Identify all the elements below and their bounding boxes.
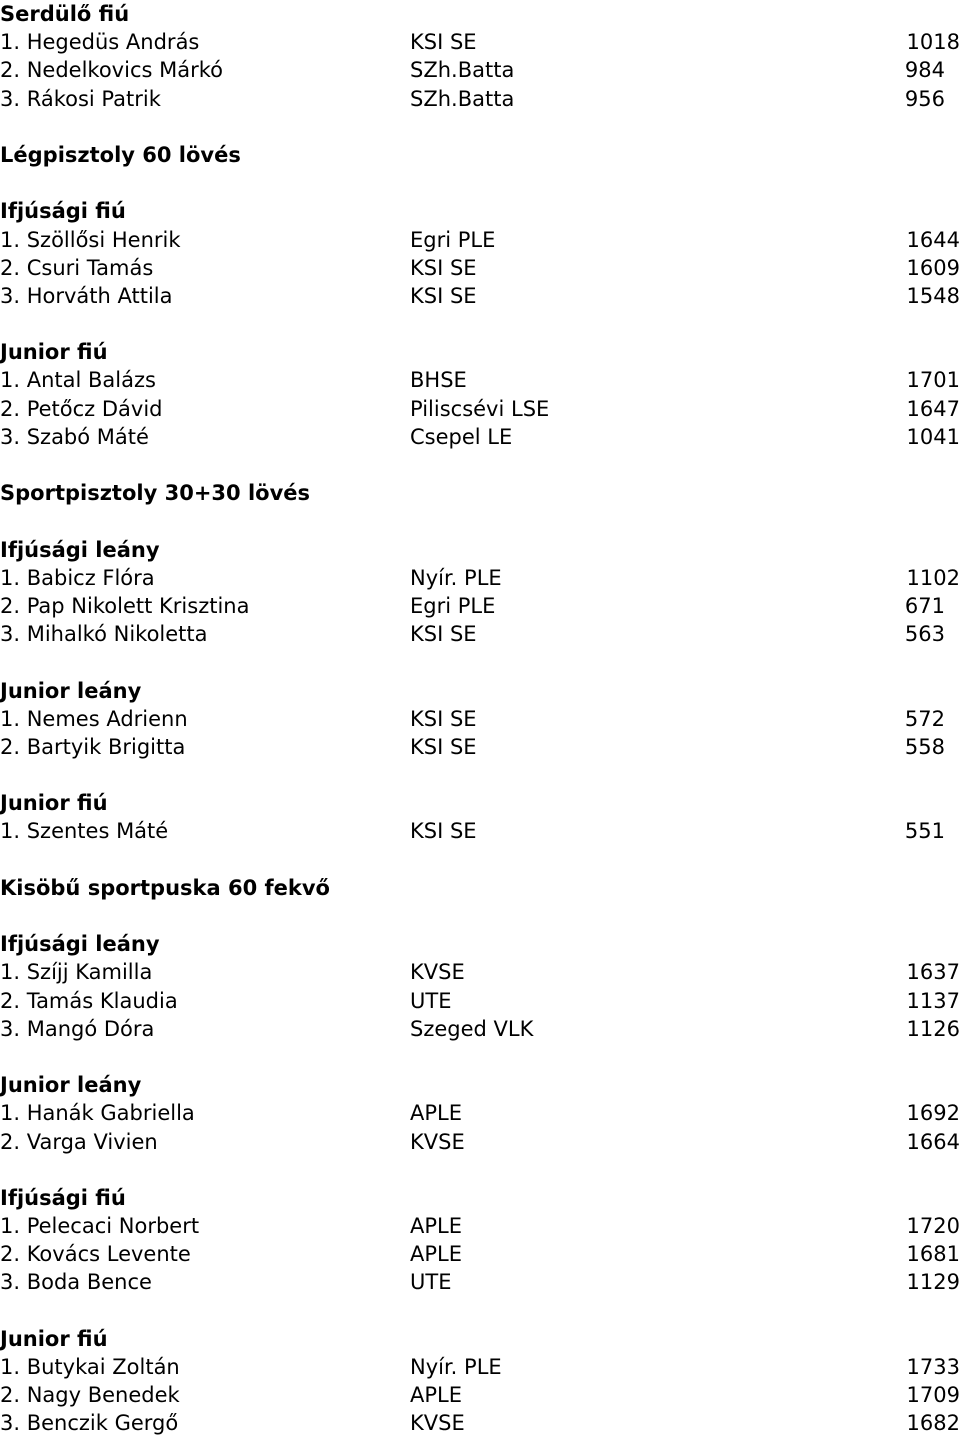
score-value: 1041 [906, 424, 960, 449]
competitor-name: 1. Hegedüs András [0, 30, 200, 55]
score-value: 1681 [906, 1242, 960, 1267]
score-value: 558 [904, 734, 945, 759]
blank-line [0, 113, 960, 141]
club-name: KSI SE [410, 283, 477, 308]
score-value: 1129 [906, 1270, 960, 1295]
club-name: APLE [410, 1242, 462, 1267]
result-row [0, 987, 960, 1015]
result-row [0, 85, 960, 113]
blank-line [0, 761, 960, 789]
competitor-name: 1. Szöllősi Henrik [0, 227, 181, 252]
club-name: Szeged VLK [410, 1016, 534, 1041]
competitor-name: 1. Babicz Flóra [0, 565, 155, 590]
club-name: UTE [410, 988, 452, 1013]
blank-line [0, 846, 960, 874]
club-name: Egri PLE [410, 593, 496, 618]
score-value: 956 [904, 86, 945, 111]
club-name: KSI SE [410, 255, 477, 280]
competitor-name: 1. Pelecaci Norbert [0, 1214, 200, 1239]
score-value: 1664 [906, 1129, 960, 1154]
blank-line [0, 1297, 960, 1325]
blank-line [0, 902, 960, 930]
competitor-name: 3. Mihalkó Nikoletta [0, 622, 208, 647]
competitor-name: 2. Csuri Tamás [0, 255, 154, 280]
score-value: 1709 [906, 1383, 960, 1408]
club-name: KVSE [410, 1411, 465, 1436]
score-value: 1137 [906, 988, 960, 1013]
blank-line [0, 507, 960, 535]
competitor-name: 2. Petőcz Dávid [0, 396, 163, 421]
club-name: Egri PLE [410, 227, 496, 252]
category-heading: Ifjúsági leány [0, 932, 160, 957]
result-row [0, 1240, 960, 1268]
event-heading: Légpisztoly 60 lövés [0, 142, 241, 167]
competitor-name: 1. Szíjj Kamilla [0, 960, 153, 985]
club-name: SZh.Batta [410, 58, 515, 83]
result-row [0, 28, 960, 56]
category-heading: Junior fiú [0, 791, 108, 816]
blank-line [0, 1043, 960, 1071]
category-heading: Ifjúsági fiú [0, 199, 126, 224]
score-value: 1692 [906, 1101, 960, 1126]
score-value: 671 [904, 593, 945, 618]
result-row [0, 620, 960, 648]
result-row [0, 1268, 960, 1296]
club-name: Csepel LE [410, 424, 513, 449]
category-heading: Junior leány [0, 1073, 142, 1098]
result-row [0, 282, 960, 310]
score-value: 984 [904, 58, 945, 83]
score-value: 1609 [906, 255, 960, 280]
category-heading: Junior fiú [0, 1326, 108, 1351]
club-name: APLE [410, 1214, 462, 1239]
club-name: UTE [410, 1270, 452, 1295]
category-heading: Ifjúsági fiú [0, 1185, 126, 1210]
competitor-name: 3. Szabó Máté [0, 424, 149, 449]
score-value: 1637 [906, 960, 960, 985]
result-row [0, 817, 960, 845]
competitor-name: 1. Butykai Zoltán [0, 1355, 180, 1379]
blank-line [0, 169, 960, 197]
result-row [0, 423, 960, 451]
result-row [0, 1212, 960, 1240]
competitor-name: 3. Benczik Gergő [0, 1411, 179, 1436]
score-value: 1548 [906, 283, 960, 308]
competitor-name: 2. Tamás Klaudia [0, 988, 178, 1013]
competitor-name: 1. Nemes Adrienn [0, 706, 188, 731]
competitor-name: 3. Boda Bence [0, 1270, 152, 1295]
score-value: 572 [904, 706, 945, 731]
competitor-name: 3. Mangó Dóra [0, 1016, 155, 1041]
result-row [0, 958, 960, 986]
category-heading: Junior fiú [0, 340, 108, 365]
blank-line [0, 1156, 960, 1184]
competitor-name: 3. Rákosi Patrik [0, 86, 161, 111]
score-value: 563 [904, 622, 945, 647]
competitor-name: 2. Varga Vivien [0, 1129, 158, 1154]
score-value: 551 [904, 819, 945, 844]
blank-line [0, 451, 960, 479]
competitor-name: 2. Pap Nikolett Krisztina [0, 593, 250, 618]
club-name: Piliscsévi LSE [410, 396, 550, 421]
competitor-name: 2. Nedelkovics Márkó [0, 58, 223, 83]
club-name: KVSE [410, 960, 465, 985]
club-name: KSI SE [410, 819, 477, 844]
club-name: KSI SE [410, 622, 477, 647]
result-row [0, 1409, 960, 1437]
club-name: KSI SE [410, 734, 477, 759]
result-row [0, 366, 960, 394]
result-row [0, 1015, 960, 1043]
club-name: SZh.Batta [410, 86, 515, 111]
category-heading: Junior leány [0, 678, 142, 703]
competitor-name: 3. Horváth Attila [0, 283, 173, 308]
competitor-name: 2. Nagy Benedek [0, 1383, 180, 1408]
club-name: KVSE [410, 1129, 465, 1154]
category-heading: Serdülő fiú [0, 2, 130, 26]
competitor-name: 2. Bartyik Brigitta [0, 734, 186, 759]
result-row [0, 1353, 960, 1381]
result-row [0, 254, 960, 282]
score-value: 1647 [906, 396, 960, 421]
score-value: 1682 [906, 1411, 960, 1436]
category-heading: Ifjúsági leány [0, 537, 160, 562]
competitor-name: 2. Kovács Levente [0, 1242, 191, 1267]
score-value: 1733 [906, 1355, 960, 1379]
club-name: APLE [410, 1383, 462, 1408]
score-value: 1018 [906, 30, 960, 55]
club-name: KSI SE [410, 30, 477, 55]
competitor-name: 1. Szentes Máté [0, 819, 169, 844]
club-name: BHSE [410, 368, 467, 393]
result-row [0, 1128, 960, 1156]
result-row [0, 705, 960, 733]
result-row [0, 733, 960, 761]
score-value: 1102 [906, 565, 960, 590]
club-name: Nyír. PLE [410, 1355, 502, 1379]
score-value: 1701 [906, 368, 960, 393]
result-row [0, 226, 960, 254]
result-row [0, 1099, 960, 1127]
result-row [0, 395, 960, 423]
club-name: APLE [410, 1101, 462, 1126]
club-name: KSI SE [410, 706, 477, 731]
result-row [0, 1381, 960, 1409]
event-heading: Sportpisztoly 30+30 lövés [0, 481, 311, 506]
blank-line [0, 310, 960, 338]
score-value: 1720 [906, 1214, 960, 1239]
event-heading: Kisöbű sportpuska 60 fekvő [0, 875, 330, 900]
result-row [0, 592, 960, 620]
competitor-name: 1. Antal Balázs [0, 368, 156, 393]
blank-line [0, 648, 960, 676]
result-row [0, 564, 960, 592]
score-value: 1126 [906, 1016, 960, 1041]
result-row [0, 56, 960, 84]
score-value: 1644 [906, 227, 960, 252]
club-name: Nyír. PLE [410, 565, 502, 590]
competitor-name: 1. Hanák Gabriella [0, 1101, 195, 1126]
